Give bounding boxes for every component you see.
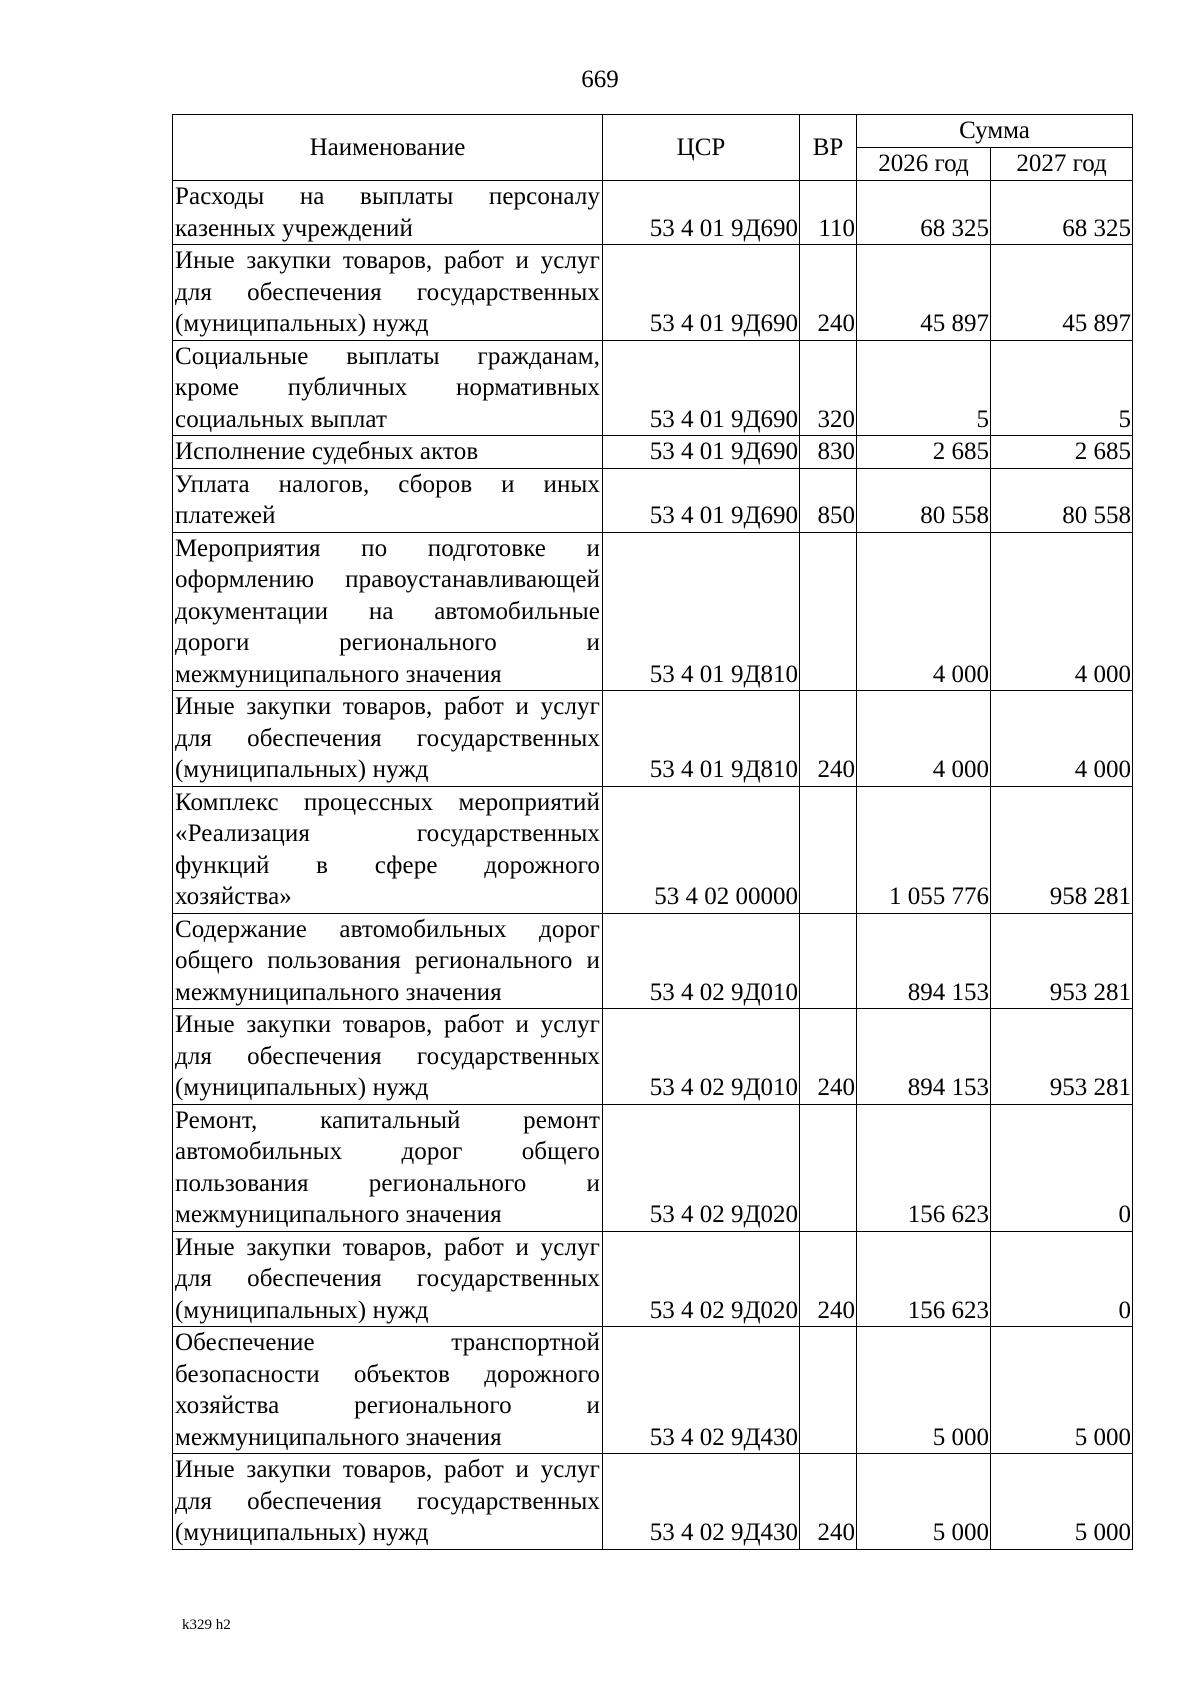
row-csr: 53 4 01 9Д690 [603,340,800,436]
row-csr: 53 4 01 9Д810 [603,691,800,787]
row-vr: 850 [800,468,857,532]
table-row [173,691,1133,787]
table-row [173,913,1133,1009]
row-sum-2026: 5 000 [857,1454,991,1550]
row-sum-2026: 156 623 [857,1231,991,1327]
row-csr: 53 4 01 9Д690 [603,245,800,341]
row-sum-2026: 156 623 [857,1104,991,1231]
row-sum-2026: 5 [857,340,991,436]
row-sum-2027: 80 558 [991,468,1133,532]
row-sum-2026: 894 153 [857,1009,991,1105]
row-csr: 53 4 02 9Д020 [603,1104,800,1231]
row-name: Уплата налогов, сборов и иных платежей [173,468,603,532]
row-sum-2026: 5 000 [857,1327,991,1454]
row-vr [800,786,857,913]
table-row [173,1454,1133,1550]
table-row [173,468,1133,532]
row-sum-2026: 4 000 [857,691,991,787]
page-number: 669 [581,66,619,93]
row-vr [800,1327,857,1454]
row-name: Социальные выплаты гражданам, кроме публичных нормативных социальных выплат [173,340,603,436]
row-csr: 53 4 01 9Д690 [603,181,800,245]
row-csr: 53 4 01 9Д690 [603,436,800,469]
row-csr: 53 4 02 00000 [603,786,800,913]
table-row [173,1009,1133,1105]
row-name: Иные закупки товаров, работ и услуг для обеспечения государственных (муниципальных) нужд [173,691,603,787]
row-name: Содержание автомобильных дорог общего пользования регионального и межмуниципального значения [173,913,603,1009]
table-header [173,115,1133,181]
header-year-2026: 2026 год [857,148,991,181]
row-sum-2026: 4 000 [857,532,991,691]
row-vr: 240 [800,1231,857,1327]
row-vr [800,532,857,691]
row-name: Расходы на выплаты персоналу казенных учреждений [173,181,603,245]
row-sum-2026: 80 558 [857,468,991,532]
table-row [173,532,1133,691]
row-csr: 53 4 01 9Д810 [603,532,800,691]
header-csr: ЦСР [603,115,800,181]
table-row [173,181,1133,245]
row-vr: 240 [800,245,857,341]
row-name: Исполнение судебных актов [173,436,603,469]
row-name: Иные закупки товаров, работ и услуг для обеспечения государственных (муниципальных) нужд [173,1231,603,1327]
row-name: Иные закупки товаров, работ и услуг для обеспечения государственных (муниципальных) нужд [173,1009,603,1105]
row-sum-2027: 953 281 [991,913,1133,1009]
row-vr: 320 [800,340,857,436]
row-sum-2027: 953 281 [991,1009,1133,1105]
row-name: Ремонт, капитальный ремонт автомобильных дорог общего пользования регионального и межмуниципального значения [173,1104,603,1231]
row-sum-2027: 5 000 [991,1327,1133,1454]
row-csr: 53 4 02 9Д010 [603,913,800,1009]
row-csr: 53 4 02 9Д430 [603,1454,800,1550]
row-sum-2027: 68 325 [991,181,1133,245]
row-sum-2026: 1 055 776 [857,786,991,913]
row-csr: 53 4 02 9Д430 [603,1327,800,1454]
row-vr: 240 [800,1009,857,1105]
row-vr: 110 [800,181,857,245]
row-name: Иные закупки товаров, работ и услуг для обеспечения государственных (муниципальных) нужд [173,1454,603,1550]
table-row [173,786,1133,913]
row-sum-2027: 0 [991,1231,1133,1327]
row-sum-2027: 958 281 [991,786,1133,913]
header-vr: ВР [800,115,857,181]
header-name: Наименование [173,115,603,181]
table-row [173,245,1133,341]
row-sum-2027: 4 000 [991,532,1133,691]
row-vr: 240 [800,1454,857,1550]
row-name: Мероприятия по подготовке и оформлению правоустанавливающей документации на автомобильные дороги регионального и межмуниципального значения [173,532,603,691]
row-sum-2027: 45 897 [991,245,1133,341]
table-row [173,1231,1133,1327]
row-vr: 240 [800,691,857,787]
row-csr: 53 4 02 9Д020 [603,1231,800,1327]
row-sum-2027: 5 000 [991,1454,1133,1550]
table-row [173,436,1133,469]
row-sum-2026: 68 325 [857,181,991,245]
row-vr: 830 [800,436,857,469]
row-name: Комплекс процессных мероприятий «Реализация государственных функций в сфере дорожного хозяйства» [173,786,603,913]
row-sum-2027: 4 000 [991,691,1133,787]
table-row [173,1327,1133,1454]
table-row [173,340,1133,436]
row-name: Обеспечение транспортной безопасности объектов дорожного хозяйства регионального и межмуниципального значения [173,1327,603,1454]
header-row-1 [173,115,1133,148]
row-sum-2027: 0 [991,1104,1133,1231]
table-row [173,1104,1133,1231]
footer-code: k329 h2 [182,1617,231,1633]
row-csr: 53 4 01 9Д690 [603,468,800,532]
header-sum: Сумма [857,115,1133,148]
row-csr: 53 4 02 9Д010 [603,1009,800,1105]
row-sum-2026: 894 153 [857,913,991,1009]
row-sum-2026: 45 897 [857,245,991,341]
row-vr [800,1104,857,1231]
row-sum-2027: 2 685 [991,436,1133,469]
table-body [173,181,1133,1550]
row-name: Иные закупки товаров, работ и услуг для обеспечения государственных (муниципальных) нужд [173,245,603,341]
header-year-2027: 2027 год [991,148,1133,181]
row-vr [800,913,857,1009]
row-sum-2026: 2 685 [857,436,991,469]
row-sum-2027: 5 [991,340,1133,436]
budget-table [172,114,1133,1550]
